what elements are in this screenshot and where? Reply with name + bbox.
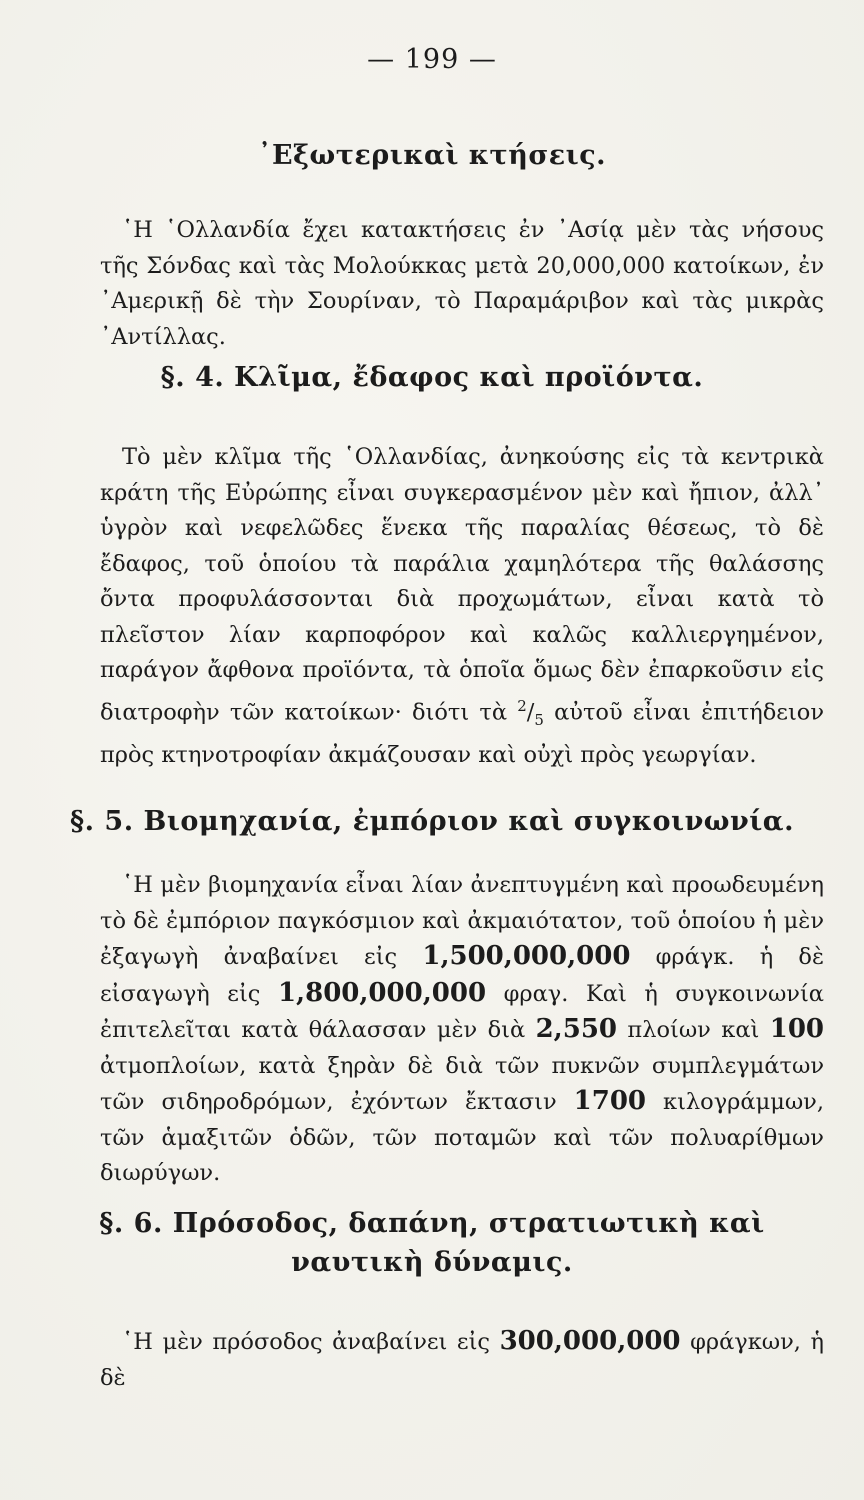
section-4-paragraph: Τὸ μὲν κλῖμα τῆς ῾Ολλανδίας, ἀνηκούσης εἰς τὰ κεντρικὰ κράτη τῆς Εὐρώπης εἶναι συγκερασμένον μὲν καὶ ἤπιον, ἀλλ᾿ ὑγρὸν καὶ νεφελῶδες ἕνεκα τῆς παραλίας θέσεως, τὸ δὲ ἔδαφος, τοῦ ὁποίου τὰ παράλια χαμηλότερα τῆς θαλάσσης ὄντα προφυλάσσονται διὰ προχωμάτων, εἶναι κατὰ τὸ πλεῖστον λίαν καρποφόρον καὶ καλῶς καλλιεργημένον, παράγον ἄφθονα προϊόντα, τὰ ὁποῖα ὅμως δὲν ἐπαρκοῦσιν εἰς διατροφὴν τῶν κατοίκων· διότι τὰ $^2/_5$ αὐτοῦ εἶναι ἐπιτήδειον πρὸς κτηνοτροφίαν ἀκμάζουσαν καὶ οὐχὶ πρὸς γεωργίαν.	[100, 444, 825, 768]
section-6-title-line-2: ναυτικὴ δύναμις.	[291, 1247, 573, 1278]
s5-text-6: κιλογράμμων, τῶν ἁμαξιτῶν ὁδῶν, τῶν ποταμῶν καὶ τῶν πολυαρίθμων διωρύγων.	[100, 1089, 825, 1186]
s5-text-3: φραγ. Καὶ ἡ συγκοινωνία ἐπιτελεῖται κατὰ θάλασσαν μὲν διὰ	[100, 980, 824, 1043]
s5-text-5: ἀτμοπλοίων, κατὰ ξηρὰν δὲ διὰ τῶν πυκνῶν συμπλεγμάτων τῶν σιδηροδρόμων, ἐχόντων ἔκτασιν	[100, 1052, 824, 1115]
fraction-denominator: 5	[534, 710, 544, 729]
s5-text-4: πλοίων καὶ	[627, 1017, 760, 1043]
export-value: 1,500,000,000	[422, 941, 631, 971]
section-4-title: §. 4. Κλῖμα, ἔδαφος καὶ προϊόντα.	[160, 362, 704, 393]
s6-text-2: φράγκων, ἡ δὲ	[100, 1329, 825, 1391]
possessions-paragraph: ῾Η ῾Ολλανδία ἔχει κατακτήσεις ἐν ᾿Ασίᾳ μὲν τὰς νήσους τῆς Σόνδας καὶ τὰς Μολούκκας μετὰ 20,000,000 κατοίκων, ἐν ᾿Αμερικῇ δὲ τὴν Σουρίναν, τὸ Παραμάριβον καὶ τὰς μικρὰς ᾿Αντίλλας.	[100, 217, 824, 350]
fraction-numerator: 2	[517, 696, 527, 715]
s5-text-2: φράγκ. ἡ δὲ εἰσαγωγὴ εἰς	[100, 944, 825, 1007]
s5-text-1: ῾Η μὲν βιομηχανία εἶναι λίαν ἀνεπτυγμένη καὶ προωδευμένη τὸ δὲ ἐμπόριον παγκόσμιον καὶ ἀκμαιότατον, τοῦ ὁποίου ἡ μὲν ἐξαγωγὴ ἀναβαίνει εἰς	[100, 872, 824, 970]
section-6-title	[0, 1208, 864, 1278]
page-number: — 199 —	[367, 44, 497, 75]
section-5-title: §. 5. Βιομηχανία, ἐμπόριον καὶ συγκοινωνία.	[70, 806, 794, 837]
railway-length: 1700	[573, 1086, 647, 1116]
section-6-paragraph	[100, 1324, 824, 1396]
s6-text-1: ῾Η μὲν πρόσοδος ἀναβαίνει εἰς	[122, 1329, 491, 1355]
steamships-count: 100	[769, 1014, 825, 1044]
ships-count: 2,550	[535, 1014, 618, 1044]
revenue-value: 300,000,000	[499, 1326, 681, 1356]
section-5-paragraph	[100, 868, 824, 1192]
section-4-text-end: αὐτοῦ εἶναι ἐπιτήδειον πρὸς κτηνοτροφίαν ἀκμάζουσαν καὶ οὐχὶ πρὸς γεωργίαν.	[100, 699, 825, 768]
import-value: 1,800,000,000	[277, 977, 487, 1008]
section-6-title-line-1: §. 6. Πρόσοδος, δαπάνη, στρατιωτικὴ καὶ	[99, 1208, 765, 1239]
section-4-text: Τὸ μὲν κλῖμα τῆς ῾Ολλανδίας, ἀνηκούσης εἰς τὰ κεντρικὰ κράτη τῆς Εὐρώπης εἶναι συγκερασμένον μὲν καὶ ἤπιον, ἀλλ᾿ ὑγρὸν καὶ νεφελῶδες ἕνεκα τῆς παραλίας θέσεως, τὸ δὲ ἔδαφος, τοῦ ὁποίου τὰ παράλια χαμηλότερα τῆς θαλάσσης ὄντα προφυλάσσονται διὰ προχωμάτων, εἶναι κατὰ τὸ πλεῖστον λίαν καρποφόρον καὶ καλῶς καλλιεργημένον, παράγον ἄφθονα προϊόντα, τὰ ὁποῖα ὅμως δὲν ἐπαρκοῦσιν εἰς διατροφὴν τῶν κατοίκων· διότι τὰ	[100, 444, 824, 725]
section-title-possessions: ᾿Εξωτερικαὶ κτήσεις.	[257, 140, 607, 171]
